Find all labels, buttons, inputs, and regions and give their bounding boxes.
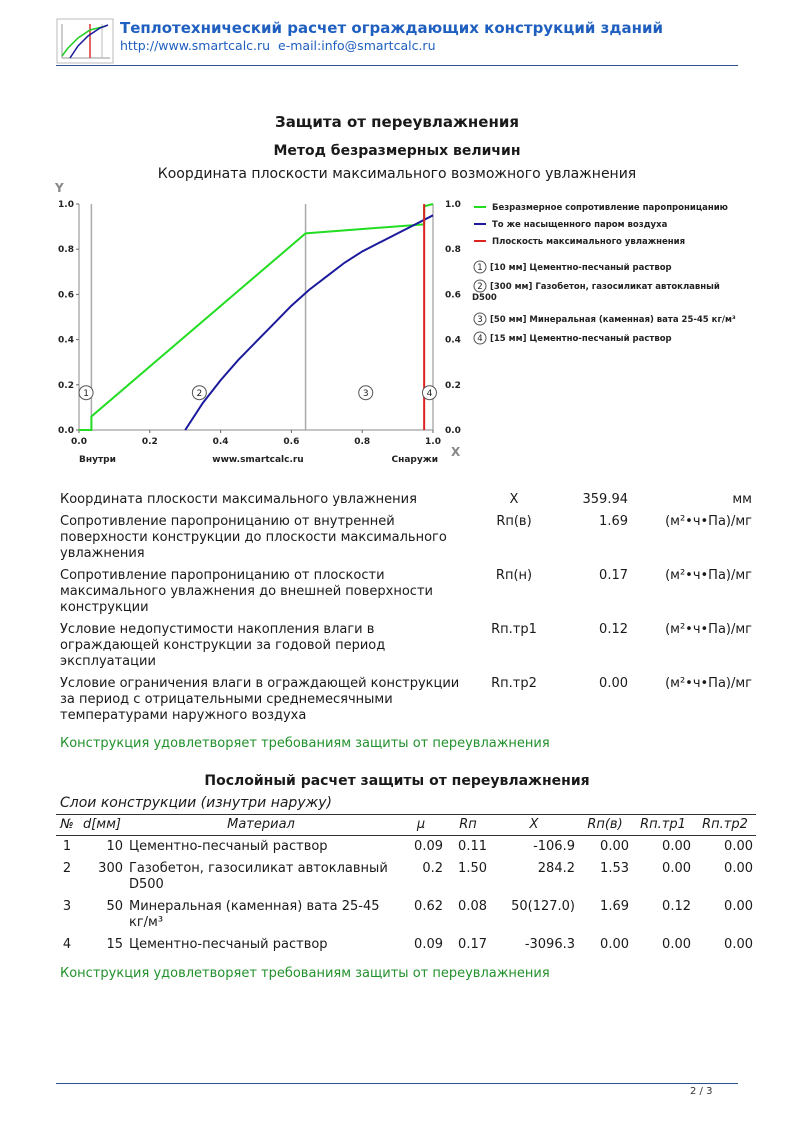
result-row: [56, 490, 756, 512]
layer-x: 50(127.0): [511, 899, 575, 914]
legend-layer-num: 4: [477, 334, 483, 344]
series-line-2: [185, 215, 433, 430]
x-tick-label: 1.0: [425, 437, 441, 447]
y-tick-label-right: 1.0: [445, 200, 461, 210]
legend-layer-text: [300 мм] Газобетон, газосиликат автоклавный D500: [472, 282, 720, 303]
results-table: [56, 490, 756, 728]
outside-label: Снаружи: [391, 455, 438, 465]
layer-rptr1: 0.12: [662, 899, 691, 914]
layers-section-title: Послойный расчет защиты от переувлажнения: [204, 773, 590, 789]
layer-marker-label: 2: [196, 389, 203, 400]
col-x: X: [490, 815, 578, 836]
x-axis-title: X: [451, 445, 461, 459]
layer-thickness: 50: [106, 899, 123, 914]
layer-x: -106.9: [533, 839, 575, 854]
legend-layer-num: 3: [477, 315, 483, 325]
result-value: 0.12: [599, 622, 628, 637]
legend-layer-text: [10 мм] Цементно-песчаный раствор: [490, 263, 672, 273]
layer-num: 2: [62, 861, 72, 876]
page-number: 2 / 3: [690, 1086, 713, 1097]
y-tick-label-right: 0.8: [445, 245, 461, 256]
y-tick-label: 0.4: [58, 335, 74, 346]
header-title: Теплотехнический расчет ограждающих конструкций зданий: [120, 19, 663, 37]
result-label: Сопротивление паропроницанию от внутренней поверхности конструкции до плоскости максимального увлажнения: [60, 514, 447, 561]
layer-rptr1: 0.00: [662, 861, 691, 876]
layer-material: Цементно-песчаный раствор: [129, 937, 328, 952]
layer-mu: 0.62: [414, 899, 443, 914]
layer-marker-label: 3: [362, 389, 369, 400]
table-row: [56, 896, 756, 934]
layer-mu: 0.09: [414, 937, 443, 952]
table-row: [56, 836, 756, 859]
result-label: Условие ограничения влаги в ограждающей конструкции за период с отрицательными среднемесячными температурами наружного воздуха: [60, 676, 460, 723]
moisture-chart: [50, 178, 760, 468]
layer-x: 284.2: [537, 861, 575, 876]
legend-layer-num: 2: [477, 282, 483, 292]
layer-x: -3096.3: [524, 937, 575, 952]
layer-material: Цементно-песчаный раствор: [129, 839, 328, 854]
layer-rptr1: 0.00: [662, 937, 691, 952]
smartcalc-logo: [56, 18, 114, 64]
layer-rpv: 1.69: [600, 899, 629, 914]
y-tick-label: 0.8: [58, 245, 74, 256]
result-unit: (м²•ч•Па)/мг: [665, 568, 752, 583]
layer-thickness: 10: [106, 839, 123, 854]
col-rpv: Rп(в): [578, 815, 632, 836]
legend-label: Плоскость максимального увлажнения: [492, 237, 686, 247]
y-tick-label: 0.0: [58, 426, 74, 436]
layers-subtitle: Слои конструкции (изнутри наружу): [60, 795, 332, 811]
x-tick-label: 0.0: [71, 437, 87, 447]
layer-num: 1: [62, 839, 72, 854]
result-row: [56, 674, 756, 728]
col-rptr2: Rп.тр2: [694, 815, 756, 836]
layer-rptr2: 0.00: [724, 839, 753, 854]
result-label: Условие недопустимости накопления влаги в ограждающей конструкции за годовой период эксплуатации: [60, 622, 386, 669]
x-tick-label: 0.4: [212, 437, 229, 447]
layer-material: Газобетон, газосиликат автоклавный D500: [129, 861, 388, 892]
col-num: №: [56, 815, 78, 836]
layer-num: 4: [62, 937, 72, 952]
method-title: Метод безразмерных величин: [273, 143, 521, 159]
footer-divider: [56, 1083, 738, 1084]
layers-table: [56, 814, 756, 956]
x-tick-label: 0.6: [283, 437, 300, 447]
col-rp: Rп: [446, 815, 490, 836]
chart-title: Координата плоскости максимального возможного увлажнения: [157, 166, 637, 182]
result-row: [56, 566, 756, 620]
layer-num: 3: [62, 899, 72, 914]
layer-mu: 0.2: [422, 861, 443, 876]
layer-rpv: 0.00: [600, 937, 629, 952]
legend-layer-num: 1: [477, 263, 483, 273]
y-tick-label-right: 0.4: [445, 335, 461, 346]
result-unit: (м²•ч•Па)/мг: [665, 676, 752, 691]
layer-marker-label: 4: [426, 389, 433, 400]
layer-rpv: 1.53: [600, 861, 629, 876]
site-url-link[interactable]: http://www.smartcalc.ru: [120, 38, 271, 53]
x-tick-label: 0.2: [141, 437, 158, 447]
layer-marker-label: 1: [83, 389, 89, 400]
result-value: 0.00: [599, 676, 628, 691]
y-tick-label-right: 0.6: [445, 290, 461, 301]
y-axis-title: Y: [55, 181, 64, 195]
y-tick-label-right: 0.0: [445, 426, 461, 436]
layer-rp: 0.08: [458, 899, 487, 914]
inside-label: Внутри: [79, 455, 116, 465]
legend-label: То же насыщенного паром воздуха: [492, 220, 668, 230]
result-unit: (м²•ч•Па)/мг: [665, 514, 752, 529]
y-tick-label: 0.6: [58, 290, 74, 301]
layer-thickness: 300: [98, 861, 123, 876]
y-tick-label: 0.2: [58, 380, 74, 391]
result-unit: мм: [732, 492, 752, 507]
layer-rpv: 0.00: [600, 839, 629, 854]
result-symbol: Rп.тр1: [491, 622, 537, 637]
col-material: Материал: [126, 815, 396, 836]
header-links: [120, 38, 436, 53]
layer-rptr1: 0.00: [662, 839, 691, 854]
layer-rptr2: 0.00: [724, 937, 753, 952]
col-mu: μ: [396, 815, 446, 836]
series-line-1: [79, 204, 433, 430]
layer-rp: 0.11: [458, 839, 487, 854]
col-rptr1: Rп.тр1: [632, 815, 694, 836]
result-symbol: Rп(в): [496, 514, 532, 529]
conclusion-text: Конструкция удовлетворяет требованиям защиты от переувлажнения: [60, 736, 550, 751]
layer-material: Минеральная (каменная) вата 25-45 кг/м³: [129, 899, 380, 930]
legend-layer-text: [50 мм] Минеральная (каменная) вата 25-45 кг/м³: [490, 315, 736, 325]
layer-rp: 1.50: [458, 861, 487, 876]
x-tick-label: 0.8: [354, 437, 371, 447]
table-row: [56, 858, 756, 896]
result-row: [56, 620, 756, 674]
watermark-label: www.smartcalc.ru: [212, 455, 304, 465]
section-title: Защита от переувлажнения: [275, 113, 519, 131]
layer-mu: 0.09: [414, 839, 443, 854]
y-tick-label: 1.0: [58, 200, 74, 210]
conclusion-text-2: Конструкция удовлетворяет требованиям защиты от переувлажнения: [60, 966, 550, 981]
result-label: Сопротивление паропроницанию от плоскости максимального увлажнения до внешней поверхности конструкции: [60, 568, 433, 615]
result-symbol: X: [509, 492, 519, 507]
result-row: [56, 512, 756, 566]
y-tick-label-right: 0.2: [445, 380, 461, 391]
table-row: [56, 934, 756, 956]
result-value: 359.94: [582, 492, 628, 507]
layer-rptr2: 0.00: [724, 899, 753, 914]
result-value: 1.69: [599, 514, 628, 529]
result-symbol: Rп(н): [495, 568, 533, 583]
layers-header-row: [56, 815, 756, 836]
result-label: Координата плоскости максимального увлажнения: [60, 492, 417, 507]
header-divider: [56, 65, 738, 66]
col-thickness: d[мм]: [78, 815, 126, 836]
result-unit: (м²•ч•Па)/мг: [665, 622, 752, 637]
legend-layer-text: [15 мм] Цементно-песчаный раствор: [490, 334, 672, 344]
layer-rptr2: 0.00: [724, 861, 753, 876]
layer-rp: 0.17: [458, 937, 487, 952]
result-value: 0.17: [599, 568, 628, 583]
email-link[interactable]: e-mail:info@smartcalc.ru: [278, 38, 436, 53]
legend-label: Безразмерное сопротивление паропроницанию: [492, 203, 728, 213]
layer-thickness: 15: [106, 937, 123, 952]
result-symbol: Rп.тр2: [491, 676, 537, 691]
